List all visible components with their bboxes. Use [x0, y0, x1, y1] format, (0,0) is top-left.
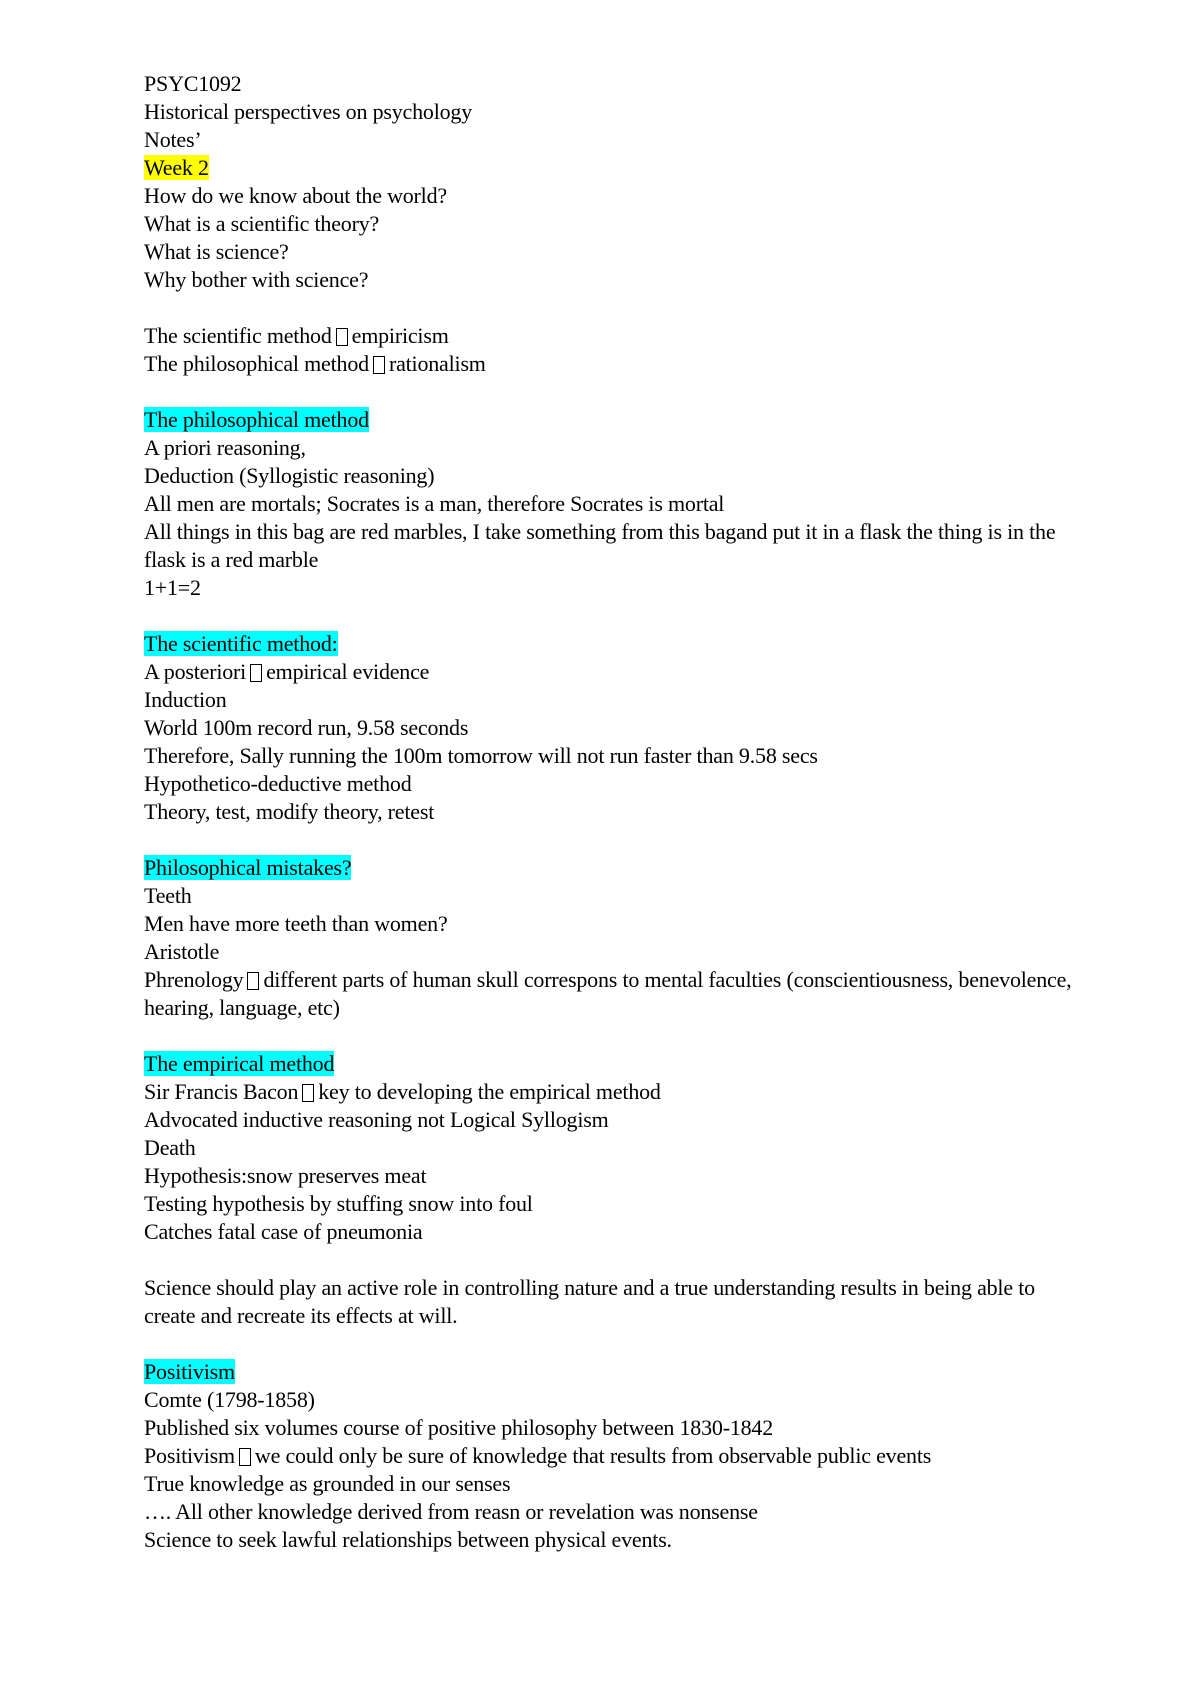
course-code: PSYC1092	[144, 71, 242, 96]
note-line: World 100m record run, 9.58 seconds	[144, 715, 469, 740]
positivism-line	[144, 1442, 1084, 1470]
philosophical-mistakes-heading: Philosophical mistakes?	[144, 855, 352, 880]
arrow-icon	[239, 1448, 251, 1466]
positivism-definition: we could only be sure of knowledge that results from observable public events	[254, 1443, 932, 1468]
note-line: All men are mortals; Socrates is a man, therefore Socrates is mortal	[144, 491, 725, 516]
note-line: Deduction (Syllogistic reasoning)	[144, 463, 435, 488]
bacon-term: Sir Francis Bacon	[144, 1079, 299, 1104]
note-line: Aristotle	[144, 939, 220, 964]
intro-question: What is a scientific theory?	[144, 211, 380, 236]
positivism-heading: Positivism	[144, 1359, 235, 1384]
arrow-icon	[247, 972, 259, 990]
positivism-term: Positivism	[144, 1443, 235, 1468]
science-paragraph: Science should play an active role in controlling nature and a true understanding results in being able to create and recreate its effects at will.	[144, 1275, 1035, 1328]
note-line: Published six volumes course of positive philosophy between 1830-1842	[144, 1415, 774, 1440]
note-line: Theory, test, modify theory, retest	[144, 799, 435, 824]
note-line: Advocated inductive reasoning not Logical Syllogism	[144, 1107, 609, 1132]
arrow-icon	[373, 356, 385, 374]
arrow-icon	[250, 664, 262, 682]
scientific-method-term: The scientific method	[144, 323, 332, 348]
note-line: Induction	[144, 687, 227, 712]
scientific-method-line	[144, 322, 1084, 350]
phrenology-term: Phrenology	[144, 967, 244, 992]
philosophical-method-definition: rationalism	[388, 351, 486, 376]
note-line: A priori reasoning,	[144, 435, 306, 460]
note-line: 1+1=2	[144, 575, 201, 600]
note-line: Catches fatal case of pneumonia	[144, 1219, 423, 1244]
spacer	[144, 1330, 1084, 1358]
note-line: Science to seek lawful relationships between physical events.	[144, 1527, 672, 1552]
section-heading	[144, 854, 1084, 882]
spacer	[144, 378, 1084, 406]
bacon-line	[144, 1078, 1084, 1106]
note-line: Death	[144, 1135, 196, 1160]
note-line: Testing hypothesis by stuffing snow into foul	[144, 1191, 533, 1216]
spacer	[144, 294, 1084, 322]
scientific-method-definition: empiricism	[351, 323, 449, 348]
note-line: Comte (1798-1858)	[144, 1387, 315, 1412]
spacer	[144, 1022, 1084, 1050]
course-title: Historical perspectives on psychology	[144, 99, 473, 124]
section-heading	[144, 1050, 1084, 1078]
scientific-method-heading: The scientific method:	[144, 631, 338, 656]
spacer	[144, 602, 1084, 630]
a-posteriori-term: A posteriori	[144, 659, 247, 684]
note-line: Therefore, Sally running the 100m tomorrow will not run faster than 9.58 secs	[144, 743, 818, 768]
note-line: Men have more teeth than women?	[144, 911, 448, 936]
note-line: …. All other knowledge derived from reasn or revelation was nonsense	[144, 1499, 758, 1524]
week-label: Week 2	[144, 155, 209, 180]
phrenology-definition: different parts of human skull correspons to mental faculties (conscientiousness, benevolence, hearing, language, etc)	[144, 967, 1072, 1020]
intro-question: What is science?	[144, 239, 289, 264]
a-posteriori-definition: empirical evidence	[266, 659, 430, 684]
arrow-icon	[302, 1084, 314, 1102]
philosophical-method-heading: The philosophical method	[144, 407, 369, 432]
intro-question: How do we know about the world?	[144, 183, 447, 208]
phrenology-line	[144, 966, 1084, 1022]
philosophical-method-line	[144, 350, 1084, 378]
week-heading	[144, 154, 1084, 182]
note-line: Teeth	[144, 883, 192, 908]
bacon-definition: key to developing the empirical method	[318, 1079, 661, 1104]
empirical-method-heading: The empirical method	[144, 1051, 335, 1076]
a-posteriori-line	[144, 658, 1084, 686]
intro-question: Why bother with science?	[144, 267, 369, 292]
note-line: True knowledge as grounded in our senses	[144, 1471, 511, 1496]
section-heading	[144, 630, 1084, 658]
spacer	[144, 826, 1084, 854]
section-heading	[144, 1358, 1084, 1386]
note-line: All things in this bag are red marbles, I take something from this bagand put it in a flask the thing is in the flask is a red marble	[144, 519, 1056, 572]
section-heading	[144, 406, 1084, 434]
note-line: Hypothesis:snow preserves meat	[144, 1163, 427, 1188]
philosophical-method-term: The philosophical method	[144, 351, 369, 376]
note-line: Hypothetico-deductive method	[144, 771, 412, 796]
notes-label: Notes’	[144, 127, 202, 152]
document-content	[144, 70, 1084, 1554]
arrow-icon	[336, 328, 348, 346]
spacer	[144, 1246, 1084, 1274]
